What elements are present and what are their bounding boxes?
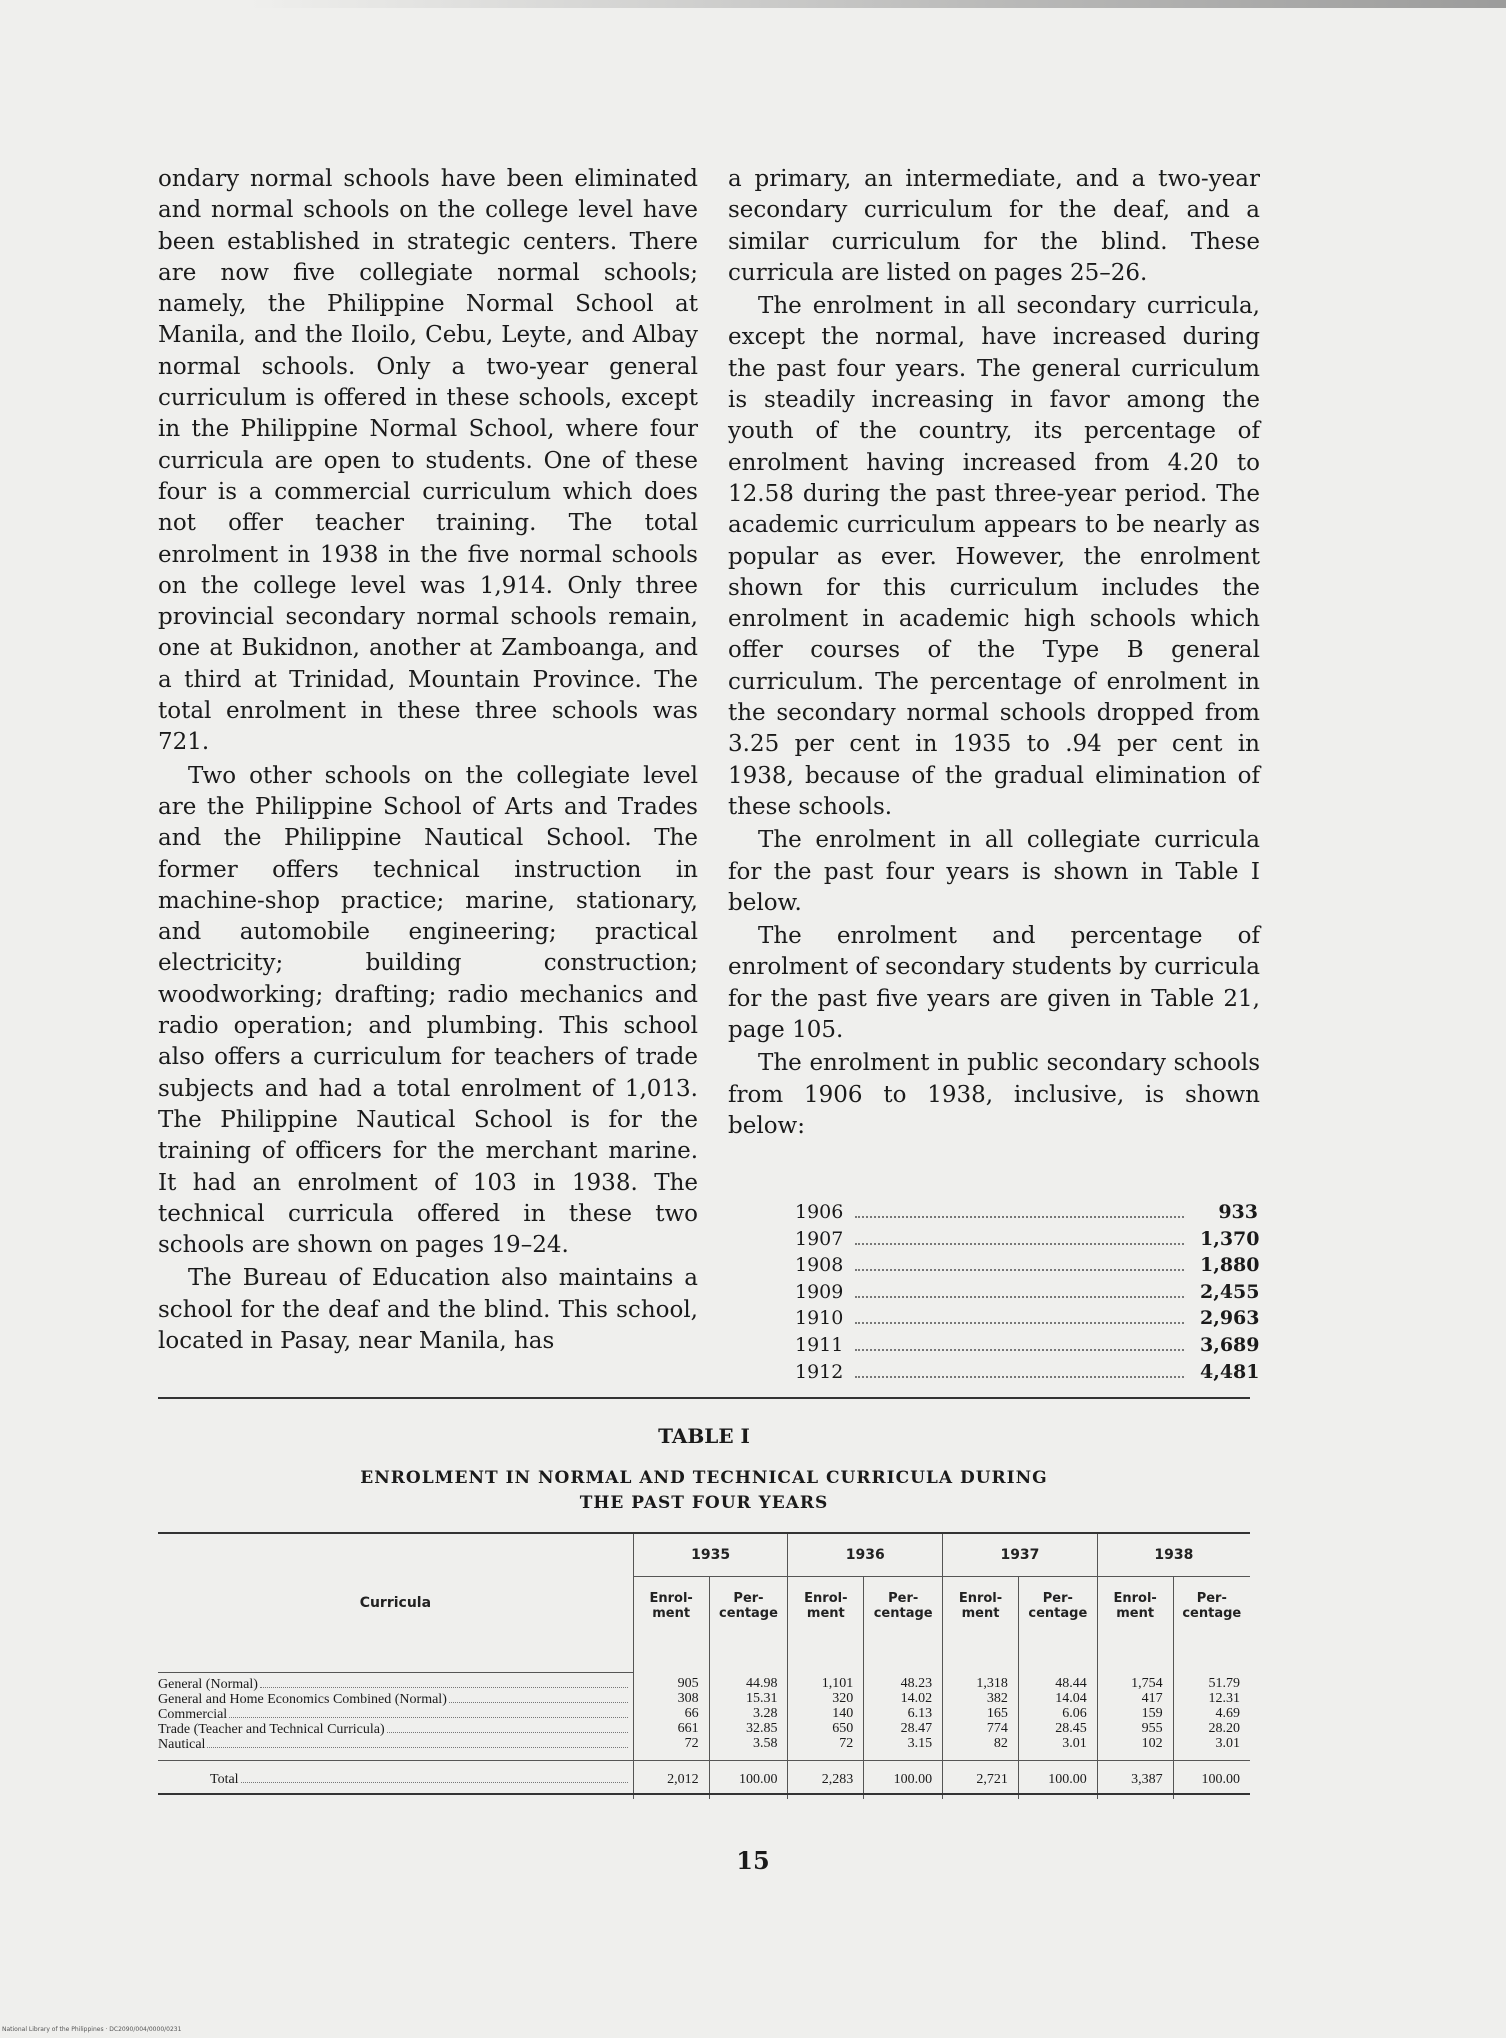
leader-dots — [260, 1687, 628, 1688]
leader-dots — [855, 1243, 1184, 1245]
table-column — [1173, 1672, 1250, 1760]
table-cell: 48.44 — [1055, 1676, 1087, 1691]
table-cell: 955 — [1141, 1721, 1163, 1736]
year-header: 1936 — [788, 1534, 943, 1577]
leader-dots — [855, 1322, 1184, 1324]
leader-dots — [449, 1702, 628, 1703]
yearly-enrolment-list — [795, 1199, 1258, 1385]
year: 1906 — [795, 1201, 844, 1223]
table-cell: 12.31 — [1208, 1691, 1240, 1706]
table-cell: 15.31 — [745, 1691, 778, 1706]
table-cell: 28.47 — [900, 1721, 933, 1736]
table-column — [709, 1672, 788, 1760]
table-cell: 28.45 — [1055, 1721, 1087, 1736]
table-cell: 6.06 — [1062, 1706, 1087, 1721]
year-header: 1935 — [633, 1534, 788, 1577]
table-column — [943, 1672, 1019, 1760]
table-cell: 3.01 — [1215, 1736, 1240, 1751]
enrolment-value: 4,481 — [1200, 1360, 1260, 1383]
table-cell: 1,754 — [1131, 1676, 1163, 1691]
leader-dots — [387, 1732, 628, 1733]
table-cell: 159 — [1141, 1706, 1163, 1721]
table-cell: 320 — [832, 1691, 854, 1706]
enrolment-value: 2,963 — [1200, 1307, 1260, 1330]
table-number: TABLE I — [658, 1424, 750, 1448]
table-title-line: THE PAST FOUR YEARS — [579, 1493, 829, 1513]
list-item — [795, 1279, 1258, 1306]
right-column — [728, 164, 1260, 1144]
table-cell: 51.79 — [1208, 1676, 1240, 1691]
table-cell: 6.13 — [907, 1706, 933, 1721]
table-cell: 82 — [993, 1736, 1008, 1751]
row-label: General and Home Economics Combined (Normal) — [158, 1692, 632, 1707]
paragraph: The enrolment in all secondary curricula, except the normal, have increased during the past four years. The general curriculum is steadily increasing in favor among the youth of the country, its percentage of enrolment having increased from 4.20 to 12.58 during the past three-year period. The academic curriculum appears to be nearly as popular as ever. However, the enrolment shown for this curriculum includes the enrolment in academic high schools which offer courses of the Type B general curriculum. The percentage of enrolment in the secondary normal schools dropped from 3.25 per cent in 1935 to .94 per cent in 1938, because of the gradual elimination of these schools. — [728, 293, 1260, 820]
table-cell: 100.00 — [1173, 1760, 1250, 1799]
enrolment-header: Enrol- ment — [788, 1577, 864, 1673]
table-column — [1018, 1672, 1097, 1760]
enrolment-value: 1,370 — [1200, 1227, 1260, 1250]
table-cell: 905 — [677, 1676, 699, 1691]
year-header: 1937 — [943, 1534, 1098, 1577]
table-cell: 3.28 — [752, 1706, 778, 1721]
table-cell: 382 — [986, 1691, 1008, 1706]
percentage-header: Per- centage — [1173, 1577, 1250, 1673]
year: 1912 — [795, 1360, 844, 1383]
paragraph: The Bureau of Education also maintains a school for the deaf and the blind. This school, located in Pasay, near Manila, has — [158, 1265, 698, 1354]
year: 1911 — [795, 1333, 844, 1356]
row-label: Trade (Teacher and Technical Curricula) — [158, 1722, 632, 1737]
enrolment-header: Enrol- ment — [943, 1577, 1019, 1673]
year-header: 1938 — [1097, 1534, 1250, 1577]
table-cell: 1,318 — [976, 1676, 1008, 1691]
enrolment-value: 3,689 — [1200, 1333, 1260, 1356]
year: 1910 — [795, 1307, 844, 1330]
total-label: Total — [210, 1771, 239, 1787]
row-label: Nautical — [158, 1737, 632, 1752]
row-label: Commercial — [158, 1707, 632, 1722]
table-cell: 1,101 — [821, 1676, 854, 1691]
section-divider — [158, 1397, 1250, 1399]
leader-dots — [207, 1747, 627, 1748]
table-cell: 3,387 — [1097, 1760, 1173, 1799]
left-column — [158, 164, 698, 1359]
leader-dots — [855, 1216, 1184, 1218]
curricula-header: Curricula — [158, 1534, 633, 1672]
table-cell: 100.00 — [709, 1760, 788, 1799]
row-label: General (Normal) — [158, 1677, 632, 1692]
table-cell: 661 — [677, 1721, 699, 1736]
scan-footer: National Library of the Philippines · DC2090/004/0000/0231 — [2, 2026, 182, 2033]
paragraph: ondary normal schools have been eliminated and normal schools on the college level have been established in strategic centers. There are now five collegiate normal schools; namely, the Philippine Normal School at Manila, and the Iloilo, Cebu, Leyte, and Albay normal schools. Only a two-year general curriculum is offered in these schools, except in the Philippine Normal School, where four curricula are open to students. One of these four is a commercial curriculum which does not offer teacher training. The total enrolment in 1938 in the five normal schools on the college level was 1,914. Only three provincial secondary normal schools remain, one at Bukidnon, another at Zamboanga, and a third at Trinidad, Mountain Province. The total enrolment in these three schools was 721. — [158, 166, 698, 756]
enrolment-value: 933 — [1218, 1201, 1258, 1223]
paragraph: The enrolment in public secondary schools from 1906 to 1938, inclusive, is shown below: — [728, 1050, 1260, 1139]
table-cell: 44.98 — [745, 1676, 778, 1691]
year: 1909 — [795, 1280, 844, 1303]
paragraph: The enrolment and percentage of enrolment of secondary students by curricula for the past five years are given in Table 21, page 105. — [728, 923, 1260, 1044]
table-cell: 48.23 — [900, 1676, 933, 1691]
table-column — [788, 1672, 864, 1760]
table-cell: 66 — [684, 1706, 699, 1721]
leader-dots — [855, 1269, 1184, 1271]
enrolment-header: Enrol- ment — [1097, 1577, 1173, 1673]
percentage-header: Per- centage — [709, 1577, 788, 1673]
table-cell: 3.01 — [1062, 1736, 1087, 1751]
table-column — [864, 1672, 943, 1760]
list-item — [795, 1359, 1258, 1386]
year: 1907 — [795, 1227, 844, 1250]
table-cell: 4.69 — [1215, 1706, 1240, 1721]
scan-edge-streak — [250, 0, 1506, 8]
table-cell: 32.85 — [745, 1721, 778, 1736]
paragraph: The enrolment in all collegiate curricula for the past four years is shown in Table I below. — [728, 827, 1260, 916]
table-cell: 72 — [839, 1736, 854, 1751]
list-item — [795, 1226, 1258, 1253]
enrolment-value: 1,880 — [1200, 1254, 1260, 1277]
enrolment-table — [158, 1534, 1250, 1799]
table-title — [158, 1466, 1250, 1516]
table-cell: 3.58 — [752, 1736, 778, 1751]
table-cell: 2,012 — [633, 1760, 709, 1799]
row-labels — [158, 1672, 633, 1760]
table-body — [158, 1672, 1250, 1760]
table-column — [633, 1672, 709, 1760]
enrolment-value: 2,455 — [1200, 1280, 1260, 1303]
leader-dots — [855, 1376, 1184, 1378]
percentage-header: Per- centage — [864, 1577, 943, 1673]
enrolment-header: Enrol- ment — [633, 1577, 709, 1673]
year-header-row — [158, 1534, 1250, 1577]
table-cell: 2,721 — [943, 1760, 1019, 1799]
list-item — [795, 1305, 1258, 1332]
table-cell: 650 — [832, 1721, 854, 1736]
table-cell: 2,283 — [788, 1760, 864, 1799]
leader-dots — [241, 1782, 628, 1783]
table-cell: 14.04 — [1055, 1691, 1087, 1706]
list-item — [795, 1252, 1258, 1279]
table-cell: 774 — [986, 1721, 1008, 1736]
year: 1908 — [795, 1254, 844, 1277]
table-cell: 100.00 — [1018, 1760, 1097, 1799]
table-cell: 102 — [1141, 1736, 1163, 1751]
table-cell: 100.00 — [864, 1760, 943, 1799]
list-item — [795, 1332, 1258, 1359]
page-number: 15 — [736, 1846, 770, 1875]
paragraph: a primary, an intermediate, and a two-year secondary curriculum for the deaf, and a similar curriculum for the blind. These curricula are listed on pages 25–26. — [728, 166, 1260, 286]
table-title-line: ENROLMENT IN NORMAL AND TECHNICAL CURRICULA DURING — [360, 1468, 1048, 1488]
table-cell: 417 — [1141, 1691, 1163, 1706]
table-cell: 72 — [684, 1736, 699, 1751]
table-cell: 165 — [986, 1706, 1008, 1721]
leader-dots — [229, 1717, 628, 1718]
table-cell: 140 — [832, 1706, 854, 1721]
table-column — [1097, 1672, 1173, 1760]
percentage-header: Per- centage — [1018, 1577, 1097, 1673]
table-bottom-rule — [158, 1793, 1250, 1795]
table-cell: 3.15 — [907, 1736, 933, 1751]
table-cell: 28.20 — [1208, 1721, 1240, 1736]
leader-dots — [855, 1349, 1184, 1351]
leader-dots — [855, 1296, 1184, 1298]
list-item — [795, 1199, 1258, 1226]
table-cell: 308 — [677, 1691, 699, 1706]
paragraph: Two other schools on the collegiate level are the Philippine School of Arts and Trades and the Philippine Nautical School. The former offers technical instruction in machine-shop practice; marine, stationary, and automobile engineering; practical electricity; building construction; woodworking; drafting; radio mechanics and radio operation; and plumbing. This school also offers a curriculum for teachers of trade subjects and had a total enrolment of 1,013. The Philippine Nautical School is for the training of officers for the merchant marine. It had an enrolment of 103 in 1938. The technical curricula offered in these two schools are shown on pages 19–24. — [158, 762, 698, 1259]
table-cell: 14.02 — [900, 1691, 933, 1706]
